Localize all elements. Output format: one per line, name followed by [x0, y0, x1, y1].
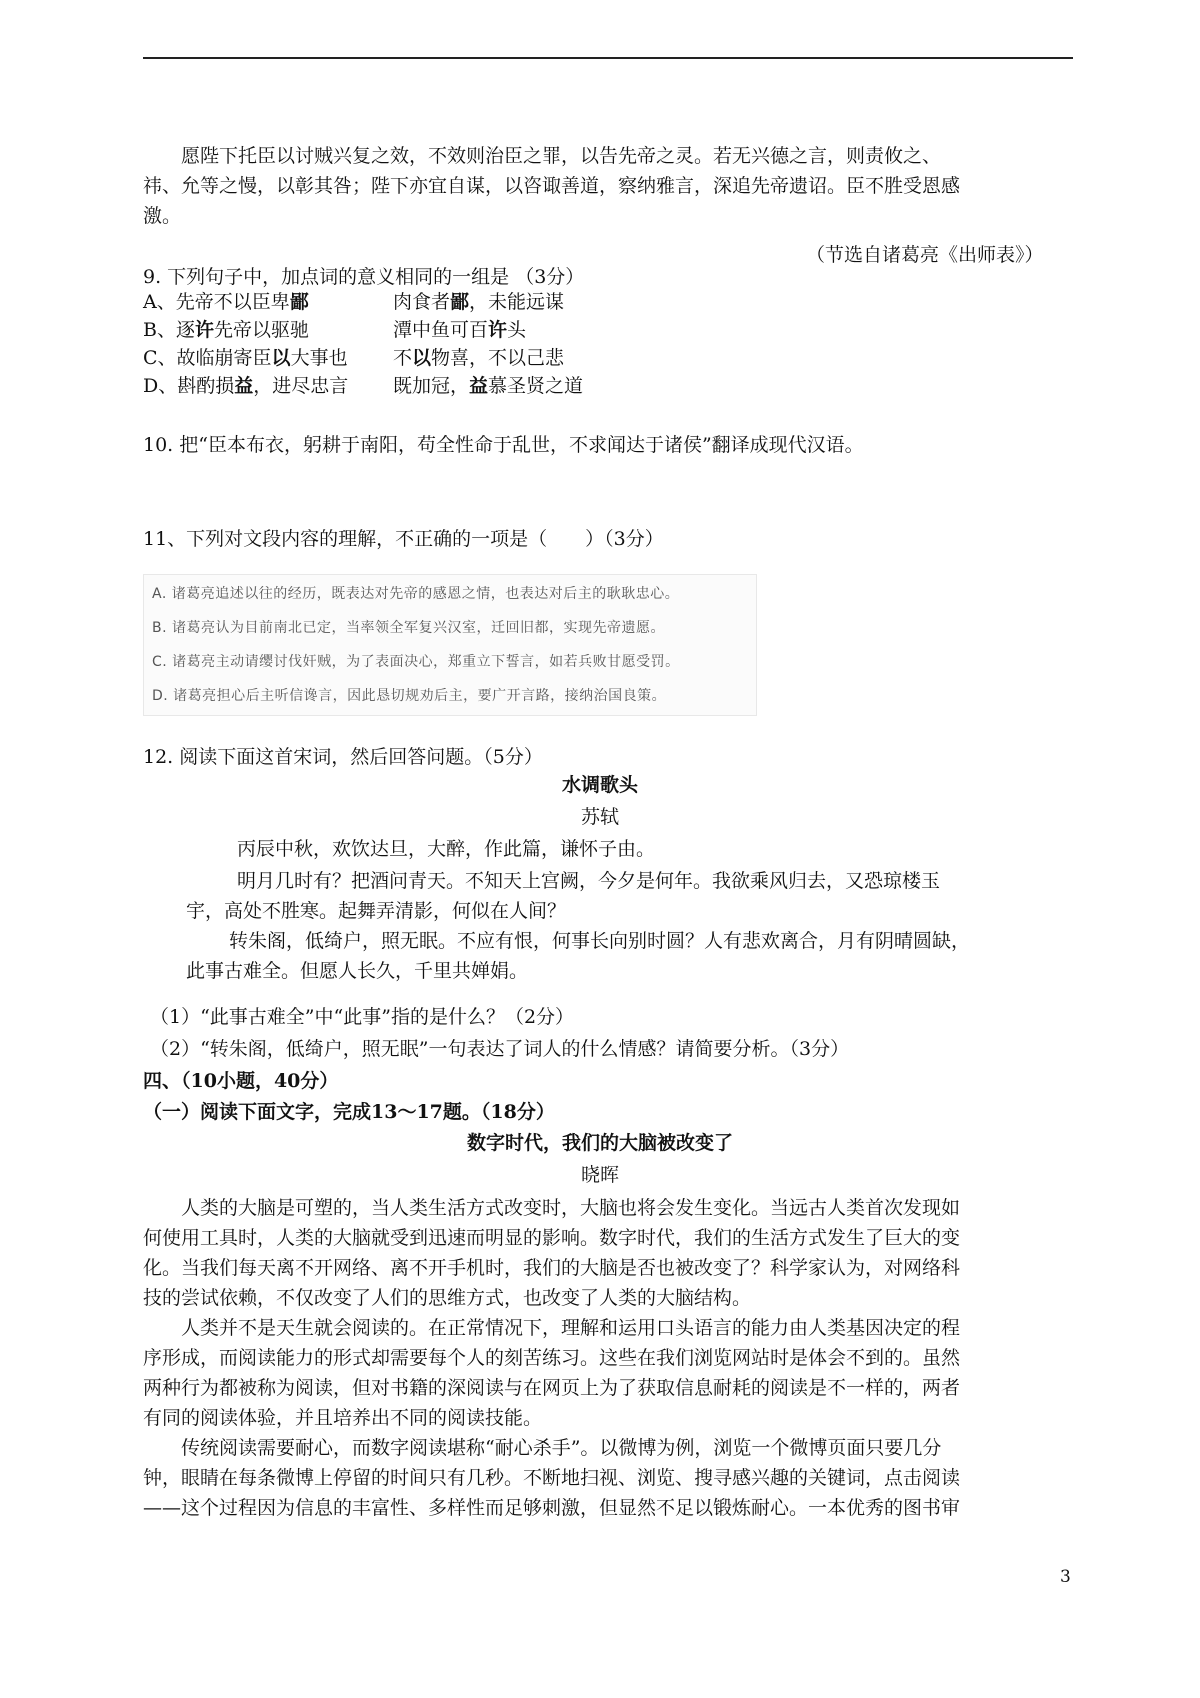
passage-line: 祎、允等之慢，以彰其咎；陛下亦宜自谋，以咨诹善道，察纳雅言，深追先帝遗诏。臣不胜受恩感: [143, 175, 961, 197]
article-line: 传统阅读需要耐心，而数字阅读堪称“耐心杀手”。以微博为例，浏览一个微博页面只要几分: [181, 1437, 942, 1459]
section-sub-heading: （一）阅读下面文字，完成13～17题。（18分）: [143, 1101, 555, 1123]
image-option-c: C. 诸葛亮主动请缨讨伐奸贼，为了表面决心，郑重立下誓言，如若兵败甘愿受罚。: [152, 654, 680, 670]
question-9-stem: 9. 下列句子中，加点词的意义相同的一组是 （3分）: [143, 266, 585, 288]
article-line: 序形成，而阅读能力的形式却需要每个人的刻苦练习。这些在我们浏览网站时是体会不到的。虽然: [143, 1347, 961, 1369]
question-10: 10. 把“臣本布衣，躬耕于南阳，苟全性命于乱世，不求闻达于诸侯”翻译成现代汉语。: [143, 434, 864, 456]
question-12-sub-1: （1）“此事古难全”中“此事”指的是什么？（2分）: [150, 1006, 575, 1028]
article-paragraph-1: [143, 1193, 960, 1313]
article-author: 晓晖: [580, 1164, 619, 1186]
passage-source: （节选自诸葛亮《出师表》）: [806, 244, 1044, 266]
poem-stanza-2: [186, 926, 970, 986]
question-12-sub-2: （2）“转朱阁，低绮户，照无眠”一句表达了词人的什么情感？请简要分析。（3分）: [150, 1038, 850, 1060]
article-line: 技的尝试依赖，不仅改变了人们的思维方式，也改变了人类的大脑结构。: [143, 1287, 752, 1309]
option-row: C、故临崩寄臣以大事也 不以物喜，不以己悲: [143, 347, 565, 369]
poem-line: 宇，高处不胜寒。起舞弄清影，何似在人间？: [186, 900, 567, 922]
passage-line: 激。: [143, 205, 182, 227]
question-11-options-image: [143, 574, 757, 716]
article-line: 化。当我们每天离不开网络、离不开手机时，我们的大脑是否也被改变了？科学家认为，对网络科: [143, 1257, 961, 1279]
question-9-options: [143, 288, 583, 400]
article-paragraph-3: [143, 1433, 960, 1523]
poem-author: 苏轼: [580, 806, 619, 828]
poem-preface: 丙辰中秋，欢饮达旦，大醉，作此篇，谦怀子由。: [237, 838, 656, 860]
passage-line: 愿陛下托臣以讨贼兴复之效，不效则治臣之罪，以告先帝之灵。若无兴德之言，则责攸之、: [181, 145, 942, 167]
poem-line: 转朱阁，低绮户，照无眠。不应有恨，何事长向别时圆？人有悲欢离合，月有阴晴圆缺，: [229, 930, 971, 952]
option-row: B、逐许先帝以驱驰 潭中鱼可百许头: [143, 319, 527, 341]
article-paragraph-2: [143, 1313, 960, 1433]
article-line: 人类的大脑是可塑的，当人类生活方式改变时，大脑也将会发生变化。当远古人类首次发现如: [181, 1197, 961, 1219]
header-rule: [143, 57, 1073, 59]
article-line: ——这个过程因为信息的丰富性、多样性而足够刺激，但显然不足以锻炼耐心。一本优秀的图书审: [143, 1497, 961, 1519]
article-line: 两种行为都被称为阅读，但对书籍的深阅读与在网页上为了获取信息耐耗的阅读是不一样的，两者: [143, 1377, 961, 1399]
article-line: 有同的阅读体验，并且培养出不同的阅读技能。: [143, 1407, 543, 1429]
question-12-stem: 12. 阅读下面这首宋词，然后回答问题。（5分）: [143, 746, 543, 768]
image-option-a: A. 诸葛亮追述以往的经历，既表达对先帝的感恩之情，也表达对后主的耿耿忠心。: [152, 586, 680, 602]
poem-line: 此事古难全。但愿人长久，千里共婵娟。: [186, 960, 529, 982]
article-line: 何使用工具时，人类的大脑就受到迅速而明显的影响。数字时代，我们的生活方式发生了巨大的变: [143, 1227, 961, 1249]
article-line: 人类并不是天生就会阅读的。在正常情况下，理解和运用口头语言的能力由人类基因决定的程: [181, 1317, 961, 1339]
image-option-d: D. 诸葛亮担心后主听信谗言，因此恳切规劝后主，要广开言路，接纳治国良策。: [152, 688, 667, 704]
option-row: D、斟酌损益，进尽忠言 既加冠，益慕圣贤之道: [143, 375, 584, 397]
page-number: 3: [1060, 1567, 1071, 1587]
section-heading: 四、（10小题，40分）: [143, 1070, 339, 1092]
poem-title: 水调歌头: [561, 774, 638, 796]
question-11-stem: 11、下列对文段内容的理解，不正确的一项是（ ）（3分）: [143, 528, 664, 550]
image-option-b: B. 诸葛亮认为目前南北已定，当率领全军复兴汉室，迁回旧都，实现先帝遗愿。: [152, 620, 666, 636]
poem-stanza-1: [186, 866, 940, 926]
poem-line: 明月几时有？把酒问青天。不知天上宫阙，今夕是何年。我欲乘风归去，又恐琼楼玉: [237, 870, 941, 892]
article-title: 数字时代，我们的大脑被改变了: [466, 1132, 733, 1154]
article-line: 钟，眼睛在每条微博上停留的时间只有几秒。不断地扫视、浏览、搜寻感兴趣的关键词，点击阅读: [143, 1467, 961, 1489]
passage-excerpt: [143, 141, 960, 231]
option-row: A、先帝不以臣卑鄙 肉食者鄙，未能远谋: [143, 291, 565, 313]
